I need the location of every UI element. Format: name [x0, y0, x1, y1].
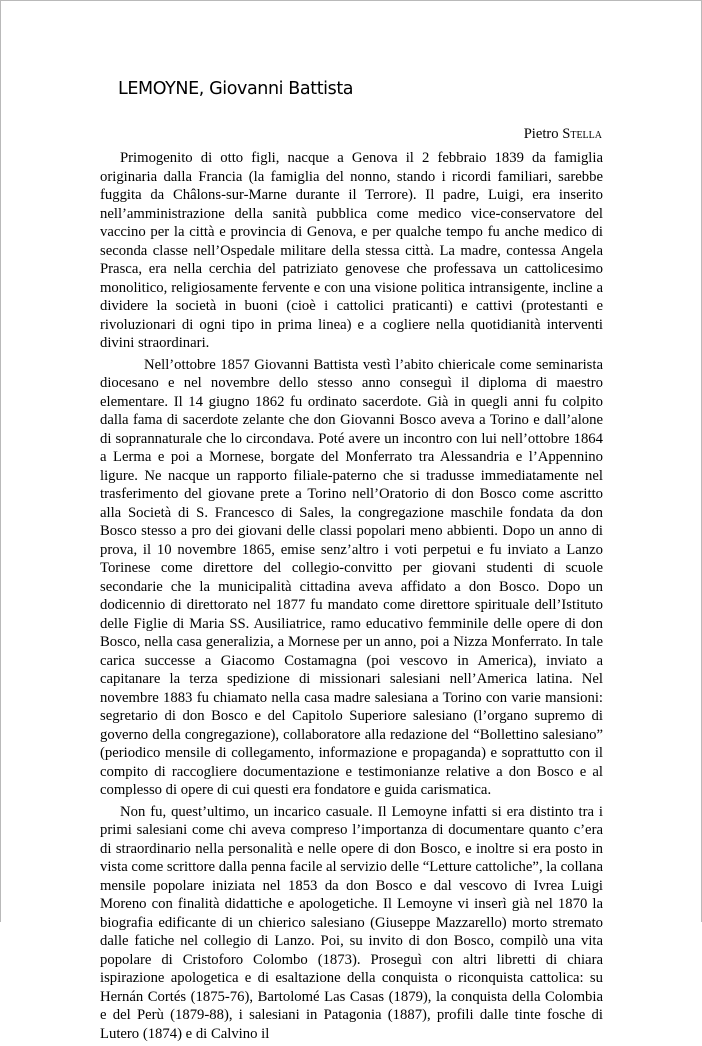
article-body — [100, 149, 603, 1046]
paragraph-3: Non fu, quest’ultimo, un incarico casuale. Il Lemoyne infatti si era distinto tra i primi salesiani come chi aveva compreso l’importanza di documentare quanto c’era di straordinario nella personalità e nelle opere di don Bosco, e inoltre si era posto in vista come scrittore dalla penna facile al servizio delle “Letture cattoliche”, la collana mensile popolare iniziata nel 1853 da don Bosco e dal vescovo di Ivrea Luigi Moreno con finalità didattiche e apologetiche. Il Lemoyne vi inserì già nel 1870 la biografia edificante di un chierico salesiano (Giuseppe Mazzarello) morto stremato dalle fatiche nel collegio di Lanzo. Poi, su invito di don Bosco, compilò una vita popolare di Cristoforo Colombo (1873). Proseguì con altri libretti di chiara ispirazione apologetica e di esaltazione della conquista o riconquista cattolica: su Hernán Cortés (1875-76), Bartolomé Las Casas (1879), la conquista della Colombia e del Perù (1879-88), i salesiani in Patagonia (1887), profili dalle tinte fosche di Lutero (1874) e di Calvino il — [100, 803, 603, 1042]
paragraph-1: Primogenito di otto figli, nacque a Genova il 2 febbraio 1839 da famiglia originaria dalla Francia (la famiglia del nonno, stando i ricordi familiari, sarebbe fuggita da Châlons-sur-Marne durante il Terrore). Il padre, Luigi, era inserito nell’amministrazione della sanità pubblica come medico vice-conservatore del vaccino per la città e provincia di Genova, e per qualche tempo fu anche medico di seconda classe nell’Ospedale militare della stessa città. La madre, contessa Angela Prasca, era nella cerchia del patriziato genovese che professava un cattolicesimo monolitico, religiosamente fervente e con una visione politica intransigente, incline a dividere la società in buoni (cioè i cattolici praticanti) e cattivi (protestanti e rivoluzionari di ogni tipo in prima linea) e a cogliere nella quotidianità interventi divini straordinari. — [100, 150, 603, 351]
paragraph-2: Nell’ottobre 1857 Giovanni Battista vestì l’abito chiericale come seminarista diocesano e nel novembre dello stesso anno conseguì il diploma di maestro elementare. Il 14 giugno 1862 fu ordinato sacerdote. Già in quegli anni fu colpito dalla fama di sacerdote zelante che don Giovanni Bosco aveva a Torino e dall’alone di soprannaturale che lo circondava. Poté avere un incontro con lui nell’ottobre 1864 a Lerma e poi a Mornese, borgate del Monferrato tra Alessandria e l’Appennino ligure. Ne nacque un rapporto filiale-paterno che si tradusse immediatamente nel trasferimento del giovane prete a Torino nell’Oratorio di don Bosco come ascritto alla Società di S. Francesco di Sales, la congregazione maschile fondata da don Bosco stesso a pro dei giovani delle classi popolari meno abbienti. Dopo un anno di prova, il 10 novembre 1865, emise senz’altro i voti perpetui e fu inviato a Lanzo Torinese come direttore del collegio-convitto per giovani studenti di scuole secondarie che la municipalità cittadina aveva affidato a don Bosco. Dopo un dodicennio di direttorato nel 1877 fu mandato come direttore spirituale dell’Istituto delle Figlie di Maria SS. Ausiliatrice, ramo educativo femminile delle opere di don Bosco, nella casa generalizia, a Mornese per un anno, poi a Nizza Monferrato. In tale carica successe a Giacomo Costamagna (poi vescovo in America), inviato a capitanare la terza spedizione di missionari salesiani nell’America latina. Nel novembre 1883 fu chiamato nella casa madre salesiana a Torino con varie mansioni: segretario di don Bosco e del Capitolo Superiore salesiano (l’organo supremo di governo della congregazione), collaboratore alla redazione del “Bollettino salesiano” (periodico mensile di collegamento, informazione e propaganda) e soprattutto con il compito di raccogliere documentazione e testimonianze relative a don Bosco e al complesso di opere di cui questi era fondatore e guida carismatica. — [100, 356, 603, 798]
author-first-name: Pietro — [523, 126, 559, 142]
author-last-name: Stella — [562, 126, 602, 142]
author-name — [524, 126, 602, 143]
document-title: LEMOYNE, Giovanni Battista — [118, 79, 354, 99]
